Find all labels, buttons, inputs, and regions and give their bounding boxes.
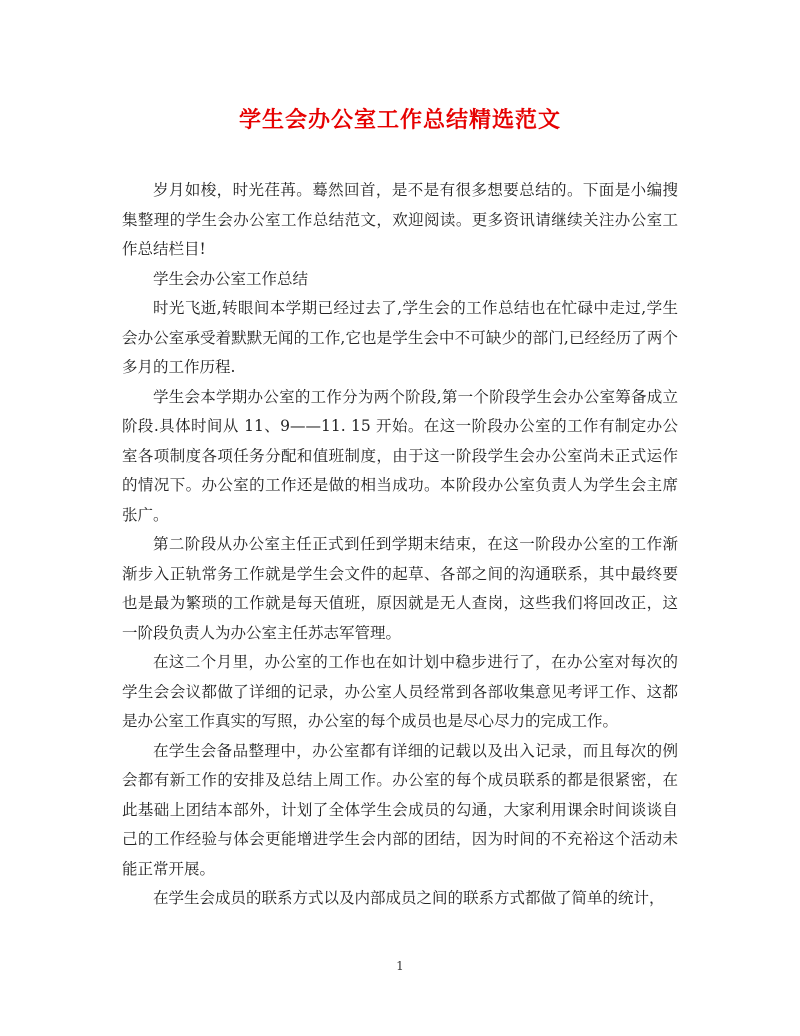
paragraph: 第二阶段从办公室主任正式到任到学期末结束，在这一阶段办公室的工作渐渐步入正轨常务工作就是学生会文件的起草、各部之间的沟通联系，其中最终要也是最为繁琐的工作就是每天值班，原因就是无人查岗，这些我们将回改正，这一阶段负责人为办公室主任苏志军管理。 xyxy=(122,535,678,642)
paragraph: 在学生会备品整理中，办公室都有详细的记载以及出入记录，而且每次的例会都有新工作的安排及总结上周工作。办公室的每个成员联系的都是很紧密，在此基础上团结本部外，计划了全体学生会成员的勾通，大家利用课余时间谈谈自己的工作经验与体会更能增进学生会内部的团结，因为时间的不充裕这个活动未能正常开展。 xyxy=(122,741,678,878)
paragraph-intro: 岁月如梭，时光荏苒。蓦然回首，是不是有很多想要总结的。下面是小编搜集整理的学生会办公室工作总结范文，欢迎阅读。更多资讯请继续关注办公室工作总结栏目! xyxy=(122,181,678,258)
paragraph: 在学生会成员的联系方式以及内部成员之间的联系方式都做了简单的统计， xyxy=(153,889,665,907)
paragraph: 时光飞逝,转眼间本学期已经过去了,学生会的工作总结也在忙碌中走过,学生会办公室承受着默默无闻的工作,它也是学生会中不可缺少的部门,已经经历了两个多月的工作历程. xyxy=(122,299,678,376)
section-heading: 学生会办公室工作总结 xyxy=(153,269,309,288)
paragraph: 学生会本学期办公室的工作分为两个阶段,第一个阶段学生会办公室筹备成立阶段.具体时间从 11、9——11. 15 开始。在这一阶段办公室的工作有制定办公室各项制度各项任务分配和值班制度，由于这一阶段学生会办公室尚未正式运作的情况下。办公室的工作还是做的相当成功。本阶段办公室负责人为学生会主席张广。 xyxy=(122,387,678,524)
document-title: 学生会办公室工作总结精选范文 xyxy=(238,107,561,133)
document-body xyxy=(122,176,678,914)
paragraph: 在这二个月里，办公室的工作也在如计划中稳步进行了，在办公室对每次的学生会会议都做了详细的记录，办公室人员经常到各部收集意见考评工作、这都是办公室工作真实的写照，办公室的每个成员也是尽心尽力的完成工作。 xyxy=(122,653,678,730)
page-number: 1 xyxy=(396,959,404,973)
